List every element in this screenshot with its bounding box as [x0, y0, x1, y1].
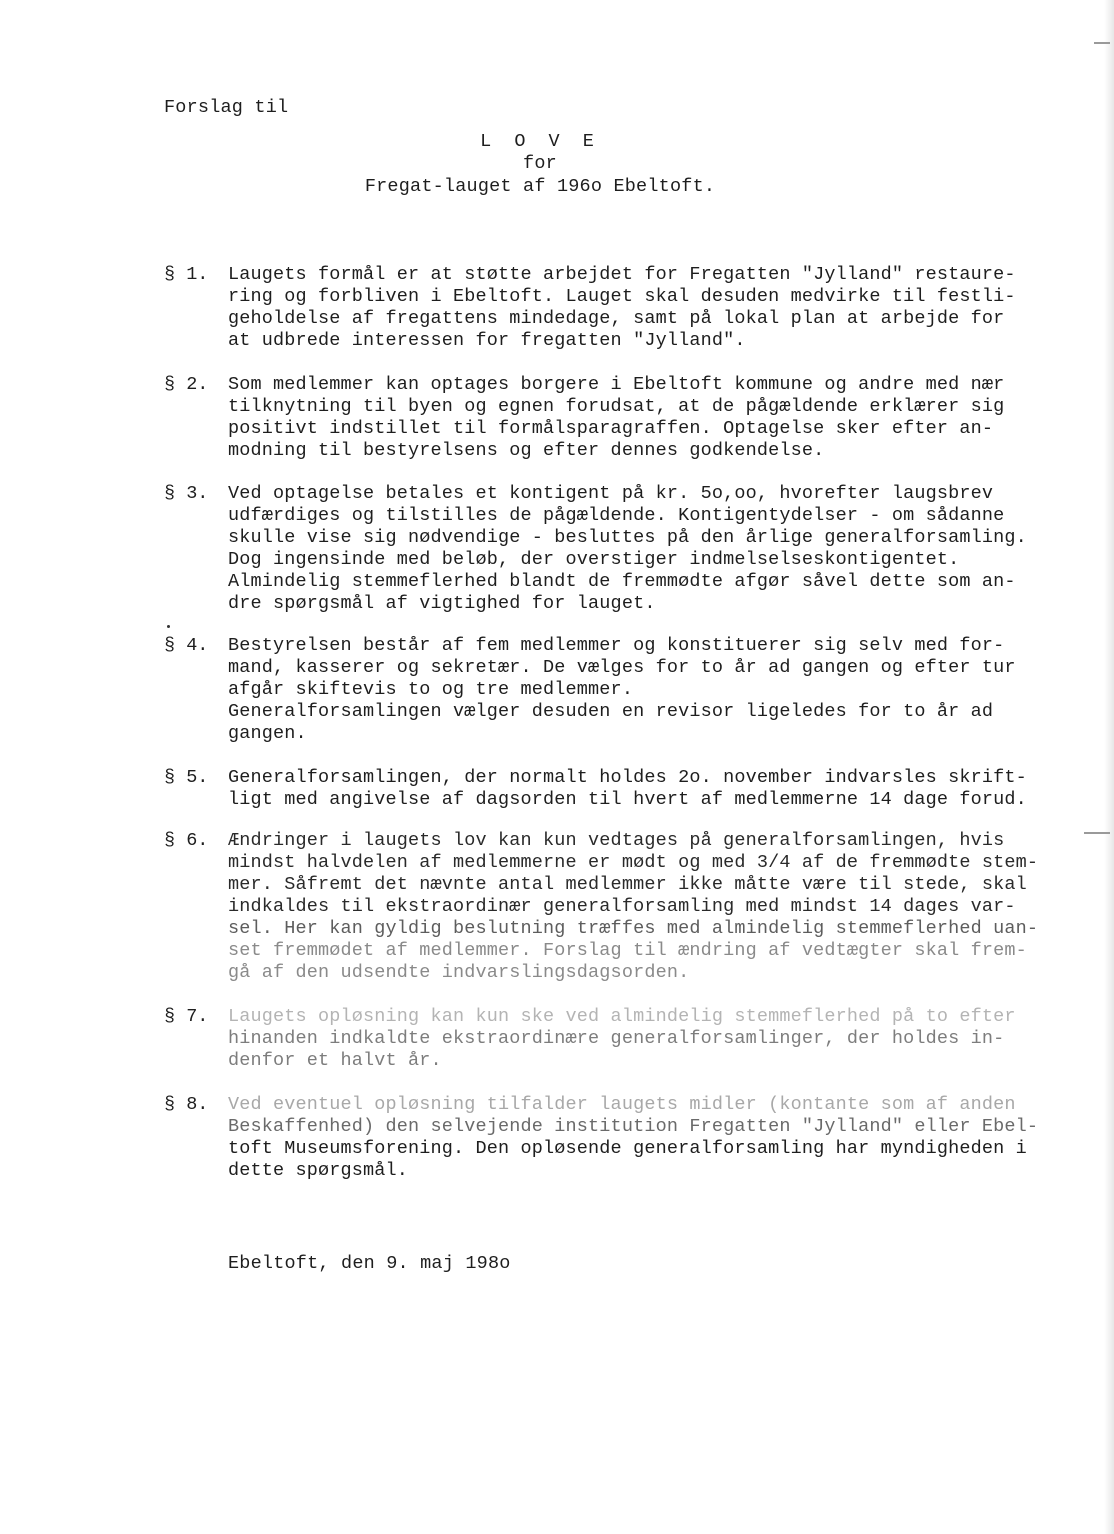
section-line: Laugets formål er at støtte arbejdet for Fregatten "Jylland" restaure-: [228, 264, 1016, 285]
section-body: [228, 264, 1028, 352]
section-line: dette spørgsmål.: [228, 1160, 409, 1181]
section-line: Ved eventuel opløsning tilfalder laugets midler (kontante som af anden: [228, 1094, 1016, 1115]
section-line: Dog ingensinde med beløb, der overstiger indmelselseskontigentet.: [228, 549, 960, 570]
section-line: modning til bestyrelsens og efter dennes godkendelse.: [228, 440, 825, 461]
section-line: Generalforsamlingen vælger desuden en revisor ligeledes for to år ad: [228, 701, 994, 722]
section-line: Ved optagelse betales et kontigent på kr. 5o,oo, hvorefter laugsbrev: [228, 483, 994, 504]
section-line: Beskaffenhed) den selvejende institution Fregatten "Jylland" eller Ebel-: [228, 1116, 1039, 1137]
title-love: L O V E: [480, 131, 600, 152]
section-line: set fremmødet af medlemmer. Forslag til ændring af vedtægter skal frem-: [228, 940, 1027, 961]
section-line: ring og forbliven i Ebeltoft. Lauget skal desuden medvirke til festli-: [228, 286, 1016, 307]
section-number: § 8.: [164, 1094, 209, 1115]
section-line: Ændringer i laugets lov kan kun vedtages på generalforsamlingen, hvis: [228, 830, 1005, 851]
section-line: Generalforsamlingen, der normalt holdes 2o. november indvarsles skrift-: [228, 767, 1027, 788]
proposal-heading: Forslag til: [164, 97, 289, 118]
section-line: mindst halvdelen af medlemmerne er mødt og med 3/4 af de fremmødte stem-: [228, 852, 1039, 873]
section-line: dre spørgsmål af vigtighed for lauget.: [228, 593, 656, 614]
section-line: indkaldes til ekstraordinær generalforsamling med mindst 14 dages var-: [228, 896, 1016, 917]
section-line: denfor et halvt år.: [228, 1050, 442, 1071]
section-body: [228, 483, 1028, 615]
section-line: mand, kasserer og sekretær. De vælges for to år ad gangen og efter tur: [228, 657, 1016, 678]
section-line: gangen.: [228, 723, 307, 744]
section-body: [228, 374, 1028, 462]
section-body: [228, 830, 1039, 984]
section-line: skulle vise sig nødvendige - besluttes på den årlige generalforsamling.: [228, 527, 1027, 548]
section-number: § 6.: [164, 830, 209, 851]
section-line: hinanden indkaldte ekstraordinære generalforsamlinger, der holdes in-: [228, 1028, 1005, 1049]
ink-dot: [167, 625, 170, 628]
section-line: gå af den udsendte indvarslingsdagsorden.: [228, 962, 690, 983]
section-line: Bestyrelsen består af fem medlemmer og konstituerer sig selv med for-: [228, 635, 1005, 656]
signature-date: Ebeltoft, den 9. maj 198o: [228, 1253, 511, 1274]
section-line: Som medlemmer kan optages borgere i Ebeltoft kommune og andre med nær: [228, 374, 1005, 395]
section-body: [228, 635, 1028, 745]
section-line: afgår skiftevis to og tre medlemmer.: [228, 679, 634, 700]
scan-edge-mark: [1094, 42, 1110, 44]
section-line: geholdelse af fregattens mindedage, samt på lokal plan at arbejde for: [228, 308, 1005, 329]
section-number: § 2.: [164, 374, 209, 395]
title-organization: Fregat-lauget af 196o Ebeltoft.: [364, 176, 716, 197]
section-line: ligt med angivelse af dagsorden til hvert af medlemmerne 14 dage forud.: [228, 789, 1027, 810]
section-body: [228, 767, 1028, 811]
section-body: [228, 1006, 1028, 1072]
page-edge: [1104, 0, 1114, 1534]
section-body: [228, 1094, 1039, 1182]
section-number: § 5.: [164, 767, 209, 788]
section-line: sel. Her kan gyldig beslutning træffes med almindelig stemmeflerhed uan-: [228, 918, 1039, 939]
section-line: toft Museumsforening. Den opløsende generalforsamling har myndigheden i: [228, 1138, 1027, 1159]
section-number: § 4.: [164, 635, 209, 656]
section-line: udfærdiges og tilstilles de pågældende. Kontigentydelser - om sådanne: [228, 505, 1005, 526]
section-line: mer. Såfremt det nævnte antal medlemmer ikke måtte være til stede, skal: [228, 874, 1027, 895]
section-number: § 3.: [164, 483, 209, 504]
section-number: § 7.: [164, 1006, 209, 1027]
scan-edge-mark: [1084, 832, 1110, 834]
section-line: Laugets opløsning kan kun ske ved almindelig stemmeflerhed på to efter: [228, 1006, 1016, 1027]
section-line: at udbrede interessen for fregatten "Jylland".: [228, 330, 746, 351]
section-line: positivt indstillet til formålsparagraffen. Optagelse sker efter an-: [228, 418, 994, 439]
section-number: § 1.: [164, 264, 209, 285]
section-line: tilknytning til byen og egnen forudsat, at de pågældende erklærer sig: [228, 396, 1005, 417]
title-for: for: [523, 153, 557, 174]
section-line: Almindelig stemmeflerhed blandt de fremmødte afgør såvel dette som an-: [228, 571, 1016, 592]
